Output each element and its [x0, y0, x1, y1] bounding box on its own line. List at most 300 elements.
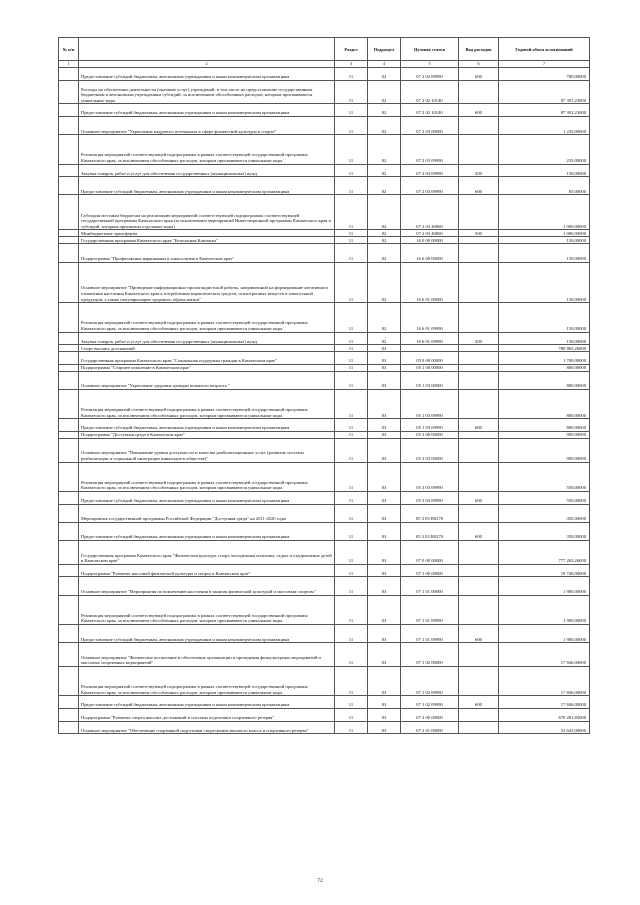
row-csr-cell: 07 1 00 00000: [401, 564, 459, 577]
row-sum-cell: 550,00000: [499, 492, 590, 505]
row-name-cell: Основное мероприятие "Физическое воспитание и обеспечение организации и проведения физкультурных мероприятий и массовых спортивных мероприятий": [79, 643, 335, 667]
row-vr-cell: [459, 389, 499, 418]
row-podrazdel-cell: 02: [368, 177, 401, 195]
table-row: [59, 666, 590, 695]
row-csr-cell: 05 1 03 00000: [401, 371, 459, 389]
row-name-cell: Предоставление субсидий бюджетным, автономным учреждениям и иным некоммерческим организациям: [79, 625, 335, 643]
row-sum-cell: 19 746,00000: [499, 564, 590, 577]
header-razdel: Раздел: [335, 38, 368, 61]
row-podrazdel-cell: 03: [368, 371, 401, 389]
row-razdel-cell: 11: [335, 595, 368, 624]
column-number: 5: [401, 61, 459, 68]
table-row: [59, 230, 590, 237]
row-vr-cell: [459, 438, 499, 462]
column-number: 3: [335, 61, 368, 68]
row-num-cell: [59, 696, 79, 709]
row-razdel-cell: 11: [335, 522, 368, 540]
row-razdel-cell: 11: [335, 431, 368, 438]
row-sum-cell: 800,00000: [499, 371, 590, 389]
page-number: 72: [317, 878, 323, 884]
row-csr-cell: 07 2 03 09990: [401, 164, 459, 177]
row-vr-cell: [459, 244, 499, 262]
row-name-cell: Предоставление субсидий бюджетным, автономным учреждениям и иным некоммерческим организациям: [79, 419, 335, 432]
row-num-cell: [59, 595, 79, 624]
header-num: № п/п: [59, 38, 79, 61]
row-podrazdel-cell: 02: [368, 237, 401, 244]
row-num-cell: [59, 332, 79, 345]
row-vr-cell: 600: [459, 522, 499, 540]
row-csr-cell: 16 0 00 00000: [401, 237, 459, 244]
row-num-cell: [59, 666, 79, 695]
row-podrazdel-cell: 03: [368, 364, 401, 371]
row-csr-cell: 07 1 02 09990: [401, 666, 459, 695]
table-row: [59, 116, 590, 134]
header-csr: Целевая статья: [401, 38, 459, 61]
row-sum-cell: 1 900,00000: [499, 625, 590, 643]
row-sum-cell: 670 281,85000: [499, 708, 590, 721]
row-sum-cell: 150,00000: [499, 303, 590, 332]
row-csr-cell: 05 0 00 00000: [401, 352, 459, 365]
row-sum-cell: 1 900,00000: [499, 595, 590, 624]
row-razdel-cell: 11: [335, 352, 368, 365]
row-razdel-cell: 11: [335, 462, 368, 491]
table-row: [59, 708, 590, 721]
row-sum-cell: 235,00000: [499, 135, 590, 164]
row-razdel-cell: 11: [335, 177, 368, 195]
table-row: [59, 104, 590, 117]
row-vr-cell: 600: [459, 104, 499, 117]
row-num-cell: [59, 352, 79, 365]
row-num-cell: [59, 389, 79, 418]
table-row: [59, 431, 590, 438]
row-razdel-cell: 11: [335, 541, 368, 565]
row-num-cell: [59, 345, 79, 352]
row-name-cell: Предоставление субсидий бюджетным, автономным учреждениям и иным некоммерческим организациям: [79, 104, 335, 117]
row-razdel-cell: 11: [335, 438, 368, 462]
table-row: [59, 438, 590, 462]
row-name-cell: Подпрограмма "Развитие спорта высших достижений и системы подготовки спортивного резерва": [79, 708, 335, 721]
header-name: [79, 38, 335, 61]
table-row: [59, 625, 590, 643]
table-row: [59, 564, 590, 577]
row-csr-cell: 05 3 03 R0270: [401, 504, 459, 522]
row-num-cell: [59, 371, 79, 389]
table-row: [59, 164, 590, 177]
row-vr-cell: 600: [459, 419, 499, 432]
row-sum-cell: 350,00000: [499, 522, 590, 540]
row-sum-cell: 780,00000: [499, 68, 590, 81]
row-sum-cell: 85,00000: [499, 177, 590, 195]
row-vr-cell: [459, 564, 499, 577]
table-row: [59, 262, 590, 303]
table-row: [59, 195, 590, 230]
row-podrazdel-cell: 03: [368, 522, 401, 540]
row-csr-cell: 07 2 03 09990: [401, 135, 459, 164]
row-podrazdel-cell: 02: [368, 68, 401, 81]
row-csr-cell: 07 2 03 09990: [401, 177, 459, 195]
row-csr-cell: 05 1 03 09990: [401, 389, 459, 418]
row-razdel-cell: 11: [335, 116, 368, 134]
row-razdel-cell: 11: [335, 696, 368, 709]
table-row: [59, 504, 590, 522]
row-csr-cell: 07 2 02 10140: [401, 104, 459, 117]
row-vr-cell: [459, 135, 499, 164]
row-vr-cell: [459, 721, 499, 734]
row-podrazdel-cell: 02: [368, 104, 401, 117]
row-csr-cell: 07 2 02 09990: [401, 68, 459, 81]
row-sum-cell: 87 391,23000: [499, 104, 590, 117]
row-num-cell: [59, 364, 79, 371]
row-razdel-cell: 11: [335, 230, 368, 237]
column-number: 1: [59, 61, 79, 68]
row-vr-cell: 600: [459, 492, 499, 505]
row-name-cell: Предоставление субсидий бюджетным, автономным учреждениям и иным некоммерческим организациям: [79, 696, 335, 709]
table-body: [59, 68, 590, 734]
row-podrazdel-cell: 03: [368, 643, 401, 667]
row-name-cell: Государственная программа Камчатского края "Социальная поддержка граждан в Камчатском крае": [79, 352, 335, 365]
table-row: [59, 364, 590, 371]
row-csr-cell: 05 3 03 00000: [401, 438, 459, 462]
row-csr-cell: 07 1 01 09990: [401, 625, 459, 643]
row-vr-cell: [459, 303, 499, 332]
row-razdel-cell: 11: [335, 68, 368, 81]
row-podrazdel-cell: 03: [368, 419, 401, 432]
row-name-cell: Спорт высших достижений: [79, 345, 335, 352]
row-csr-cell: 05 3 03 09990: [401, 492, 459, 505]
row-podrazdel-cell: 03: [368, 564, 401, 577]
table-row: [59, 345, 590, 352]
row-razdel-cell: 11: [335, 303, 368, 332]
row-num-cell: [59, 164, 79, 177]
table-row: [59, 177, 590, 195]
row-name-cell: Государственная программа Камчатского края "Безопасная Камчатка": [79, 237, 335, 244]
row-podrazdel-cell: 02: [368, 164, 401, 177]
row-podrazdel-cell: 02: [368, 195, 401, 230]
row-num-cell: [59, 708, 79, 721]
row-sum-cell: 350,00000: [499, 504, 590, 522]
row-num-cell: [59, 195, 79, 230]
row-podrazdel-cell: 02: [368, 116, 401, 134]
row-podrazdel-cell: 02: [368, 262, 401, 303]
row-csr-cell: 16 6 01 00000: [401, 262, 459, 303]
row-razdel-cell: 11: [335, 666, 368, 695]
row-sum-cell: 800,00000: [499, 364, 590, 371]
row-razdel-cell: 11: [335, 492, 368, 505]
row-name-cell: Основное мероприятие "Проведение информационно-пропагандистской работы, направленной на формирование негативного отношения населения Камчатского края к потреблению наркотических средств, психотропных веществ и алкогольной продукции, а также популяризацию здорового образа жизни": [79, 262, 335, 303]
row-podrazdel-cell: 03: [368, 625, 401, 643]
row-vr-cell: [459, 431, 499, 438]
row-csr-cell: [401, 345, 459, 352]
row-sum-cell: 150,00000: [499, 262, 590, 303]
row-vr-cell: [459, 541, 499, 565]
row-podrazdel-cell: 02: [368, 332, 401, 345]
row-name-cell: Основное мероприятие "Обеспечение спортивной подготовки спортсменов высокого класса и спортивного резерва": [79, 721, 335, 734]
row-csr-cell: 07 0 00 00000: [401, 541, 459, 565]
row-sum-cell: 1 000,00000: [499, 230, 590, 237]
row-sum-cell: 1 900,00000: [499, 577, 590, 595]
row-csr-cell: 05 3 03 R0270: [401, 522, 459, 540]
row-vr-cell: [459, 195, 499, 230]
row-num-cell: [59, 303, 79, 332]
document-page: [58, 37, 589, 734]
row-num-cell: [59, 68, 79, 81]
row-sum-cell: 550,00000: [499, 462, 590, 491]
row-razdel-cell: 11: [335, 564, 368, 577]
row-podrazdel-cell: 03: [368, 492, 401, 505]
row-csr-cell: 07 1 01 00000: [401, 577, 459, 595]
row-podrazdel-cell: 03: [368, 541, 401, 565]
row-name-cell: Основное мероприятие "Укрепление здоровья граждан пожилого возраста ": [79, 371, 335, 389]
table-row: [59, 332, 590, 345]
row-vr-cell: 600: [459, 696, 499, 709]
row-razdel-cell: 11: [335, 164, 368, 177]
row-num-cell: [59, 438, 79, 462]
row-csr-cell: 07 2 03 00000: [401, 116, 459, 134]
row-name-cell: Закупка товаров, работ и услуг для обеспечения государственных (муниципальных) нужд: [79, 332, 335, 345]
row-num-cell: [59, 462, 79, 491]
row-podrazdel-cell: 02: [368, 80, 401, 104]
row-sum-cell: 52 645,00000: [499, 721, 590, 734]
row-vr-cell: 500: [459, 230, 499, 237]
row-razdel-cell: 11: [335, 419, 368, 432]
row-name-cell: Межбюджетные трансферты: [79, 230, 335, 237]
row-vr-cell: [459, 708, 499, 721]
row-name-cell: Мероприятия государственной программы Российской Федерации "Доступная среда" на 2011-2020 годы: [79, 504, 335, 522]
row-num-cell: [59, 625, 79, 643]
row-vr-cell: 200: [459, 164, 499, 177]
table-row: [59, 595, 590, 624]
row-num-cell: [59, 230, 79, 237]
row-sum-cell: 900,00000: [499, 438, 590, 462]
table-row: [59, 389, 590, 418]
row-sum-cell: 150,00000: [499, 244, 590, 262]
header-sum: Годовой объем ассигнований: [499, 38, 590, 61]
row-vr-cell: [459, 504, 499, 522]
row-razdel-cell: 11: [335, 371, 368, 389]
row-podrazdel-cell: 03: [368, 595, 401, 624]
row-name-cell: Государственная программа Камчатского края "Физическая культура, спорт, молодежная политика, отдых и оздоровление детей в Камчатском крае": [79, 541, 335, 565]
row-name-cell: Предоставление субсидий бюджетным, автономным учреждениям и иным некоммерческим организациям: [79, 522, 335, 540]
table-row: [59, 522, 590, 540]
row-num-cell: [59, 643, 79, 667]
row-num-cell: [59, 504, 79, 522]
row-name-cell: Реализация мероприятий соответствующей подпрограммы в рамках соответствующей государственной программы Камчатского края, за исключением обособленных расходов, которым присваиваются уникальные коды: [79, 462, 335, 491]
row-num-cell: [59, 492, 79, 505]
row-podrazdel-cell: 03: [368, 721, 401, 734]
table-row: [59, 80, 590, 104]
row-csr-cell: 16 6 01 09990: [401, 332, 459, 345]
row-razdel-cell: 11: [335, 577, 368, 595]
row-vr-cell: [459, 116, 499, 134]
row-razdel-cell: 11: [335, 237, 368, 244]
row-podrazdel-cell: 02: [368, 244, 401, 262]
row-csr-cell: 05 1 03 09990: [401, 419, 459, 432]
row-podrazdel-cell: 03: [368, 389, 401, 418]
row-num-cell: [59, 541, 79, 565]
row-name-cell: Предоставление субсидий бюджетным, автономным учреждениям и иным некоммерческим организациям: [79, 68, 335, 81]
table-row: [59, 68, 590, 81]
row-csr-cell: 07 2 03 40060: [401, 195, 459, 230]
row-csr-cell: 05 3 00 00000: [401, 431, 459, 438]
row-razdel-cell: 11: [335, 262, 368, 303]
row-sum-cell: 17 846,00000: [499, 666, 590, 695]
column-number: 4: [368, 61, 401, 68]
table-row: [59, 541, 590, 565]
row-vr-cell: [459, 595, 499, 624]
row-podrazdel-cell: 03: [368, 504, 401, 522]
row-name-cell: Подпрограмма "Старшее поколение в Камчатском крае": [79, 364, 335, 371]
row-csr-cell: 05 1 00 00000: [401, 364, 459, 371]
row-razdel-cell: 11: [335, 721, 368, 734]
row-sum-cell: 1 000,00000: [499, 195, 590, 230]
row-name-cell: Реализация мероприятий соответствующей подпрограммы в рамках соответствующей государственной программы Камчатского края, за исключением обособленных расходов, которым присваиваются уникальные коды: [79, 303, 335, 332]
row-num-cell: [59, 419, 79, 432]
row-razdel-cell: 11: [335, 332, 368, 345]
row-num-cell: [59, 262, 79, 303]
row-vr-cell: [459, 262, 499, 303]
row-sum-cell: 1 235,00000: [499, 116, 590, 134]
row-num-cell: [59, 104, 79, 117]
table-header-row: [59, 38, 590, 61]
header-podrazdel: Подраздел: [368, 38, 401, 61]
row-podrazdel-cell: 03: [368, 345, 401, 352]
row-razdel-cell: 11: [335, 80, 368, 104]
row-name-cell: Предоставление субсидий бюджетным, автономным учреждениям и иным некоммерческим организациям: [79, 492, 335, 505]
row-csr-cell: 07 2 00 00000: [401, 708, 459, 721]
row-name-cell: Реализация мероприятий соответствующей подпрограммы в рамках соответствующей государственной программы Камчатского края, за исключением обособленных расходов, которым присваиваются уникальные коды: [79, 666, 335, 695]
row-podrazdel-cell: 02: [368, 135, 401, 164]
row-razdel-cell: 11: [335, 504, 368, 522]
row-vr-cell: 600: [459, 177, 499, 195]
row-razdel-cell: 11: [335, 643, 368, 667]
row-sum-cell: 150,00000: [499, 164, 590, 177]
row-vr-cell: 600: [459, 625, 499, 643]
table-row: [59, 696, 590, 709]
column-number: 2: [79, 61, 335, 68]
row-razdel-cell: 11: [335, 345, 368, 352]
row-name-cell: Реализация мероприятий соответствующей подпрограммы в рамках соответствующей государственной программы Камчатского края, за исключением обособленных расходов, которым присваиваются уникальные коды: [79, 595, 335, 624]
row-vr-cell: [459, 462, 499, 491]
row-vr-cell: [459, 577, 499, 595]
row-csr-cell: 05 3 03 09990: [401, 462, 459, 491]
row-csr-cell: 07 2 03 40060: [401, 230, 459, 237]
header-vr: Вид расходов: [459, 38, 499, 61]
row-razdel-cell: 11: [335, 244, 368, 262]
row-num-cell: [59, 431, 79, 438]
row-podrazdel-cell: 03: [368, 438, 401, 462]
table-row: [59, 352, 590, 365]
row-razdel-cell: 11: [335, 104, 368, 117]
row-num-cell: [59, 244, 79, 262]
table-row: [59, 721, 590, 734]
row-vr-cell: [459, 666, 499, 695]
row-vr-cell: 200: [459, 332, 499, 345]
row-razdel-cell: 11: [335, 364, 368, 371]
row-podrazdel-cell: 03: [368, 708, 401, 721]
row-csr-cell: 07 1 01 09990: [401, 595, 459, 624]
row-name-cell: Предоставление субсидий бюджетным, автономным учреждениям и иным некоммерческим организациям: [79, 177, 335, 195]
row-name-cell: Основное мероприятие "Мероприятия по вовлечению населения в занятия физической культурой и массовым спортом": [79, 577, 335, 595]
row-podrazdel-cell: 03: [368, 352, 401, 365]
row-sum-cell: 777 265,26000: [499, 541, 590, 565]
row-num-cell: [59, 522, 79, 540]
row-sum-cell: 87 391,23000: [499, 80, 590, 104]
row-vr-cell: [459, 345, 499, 352]
row-vr-cell: 600: [459, 68, 499, 81]
row-vr-cell: [459, 364, 499, 371]
row-num-cell: [59, 80, 79, 104]
row-vr-cell: [459, 352, 499, 365]
row-name-cell: Подпрограмма "Доступная среда в Камчатском крае": [79, 431, 335, 438]
row-num-cell: [59, 116, 79, 134]
table-row: [59, 237, 590, 244]
row-sum-cell: 150,00000: [499, 237, 590, 244]
table-row: [59, 135, 590, 164]
row-sum-cell: 800,00000: [499, 419, 590, 432]
table-row: [59, 419, 590, 432]
row-name-cell: Реализация мероприятий соответствующей подпрограммы в рамках соответствующей государственной программы Камчатского края, за исключением обособленных расходов, которым присваиваются уникальные коды: [79, 389, 335, 418]
row-csr-cell: 16 6 01 09990: [401, 303, 459, 332]
row-podrazdel-cell: 03: [368, 431, 401, 438]
row-csr-cell: 07 2 01 00000: [401, 721, 459, 734]
budget-table: [58, 37, 590, 734]
row-podrazdel-cell: 03: [368, 696, 401, 709]
row-name-cell: Подпрограмма "Профилактика наркомании и алкоголизма в Камчатском крае": [79, 244, 335, 262]
table-row: [59, 462, 590, 491]
table-row: [59, 303, 590, 332]
row-name-cell: Закупка товаров, работ и услуг для обеспечения государственных (муниципальных) нужд: [79, 164, 335, 177]
row-num-cell: [59, 721, 79, 734]
row-csr-cell: 07 1 02 00000: [401, 643, 459, 667]
row-podrazdel-cell: 02: [368, 230, 401, 237]
row-sum-cell: 150,00000: [499, 332, 590, 345]
row-name-cell: Расходы на обеспечение деятельности (оказание услуг) учреждений, в том числе на предоставление государственным бюджетным и автономным учреждениям субсидий, за исключением обособленных расходов, которым присваиваются уникальные коды: [79, 80, 335, 104]
row-num-cell: [59, 135, 79, 164]
row-razdel-cell: 11: [335, 195, 368, 230]
row-sum-cell: 1 700,00000: [499, 352, 590, 365]
row-podrazdel-cell: 03: [368, 462, 401, 491]
column-number-row: [59, 61, 590, 68]
row-name-cell: Подпрограмма "Развитие массовой физической культуры и спорта в Камчатском крае": [79, 564, 335, 577]
row-csr-cell: 07 1 02 09990: [401, 696, 459, 709]
table-row: [59, 244, 590, 262]
row-num-cell: [59, 237, 79, 244]
row-sum-cell: 780 865,26000: [499, 345, 590, 352]
row-num-cell: [59, 577, 79, 595]
row-sum-cell: 17 846,00000: [499, 696, 590, 709]
row-vr-cell: [459, 237, 499, 244]
row-razdel-cell: 11: [335, 389, 368, 418]
row-vr-cell: [459, 643, 499, 667]
row-num-cell: [59, 564, 79, 577]
row-name-cell: Основное мероприятие "Укрепление кадрового потенциала в сфере физической культуры и спорта": [79, 116, 335, 134]
row-sum-cell: 17 846,00000: [499, 643, 590, 667]
row-sum-cell: 800,00000: [499, 389, 590, 418]
table-row: [59, 577, 590, 595]
column-number: 7: [499, 61, 590, 68]
row-name-cell: Субсидии местным бюджетам на реализацию мероприятий соответствующей подпрограммы соответствующей государственной программы Камчатского края (за исключением мероприятий Инвестиционной программы Камчатского края и субсидий, которым присвоены отдельные коды): [79, 195, 335, 230]
row-podrazdel-cell: 02: [368, 303, 401, 332]
row-vr-cell: [459, 80, 499, 104]
row-podrazdel-cell: 03: [368, 577, 401, 595]
row-name-cell: Основное мероприятие "Повышение уровня доступности и качества реабилитационных услуг (развитие системы реабилитации и социальной интеграции инвалидов в обществе)": [79, 438, 335, 462]
row-name-cell: Реализация мероприятий соответствующей подпрограммы в рамках соответствующей государственной программы Камчатского края, за исключением обособленных расходов, которым присваиваются уникальные коды: [79, 135, 335, 164]
row-podrazdel-cell: 03: [368, 666, 401, 695]
column-number: 6: [459, 61, 499, 68]
row-razdel-cell: 11: [335, 135, 368, 164]
table-row: [59, 371, 590, 389]
table-row: [59, 643, 590, 667]
